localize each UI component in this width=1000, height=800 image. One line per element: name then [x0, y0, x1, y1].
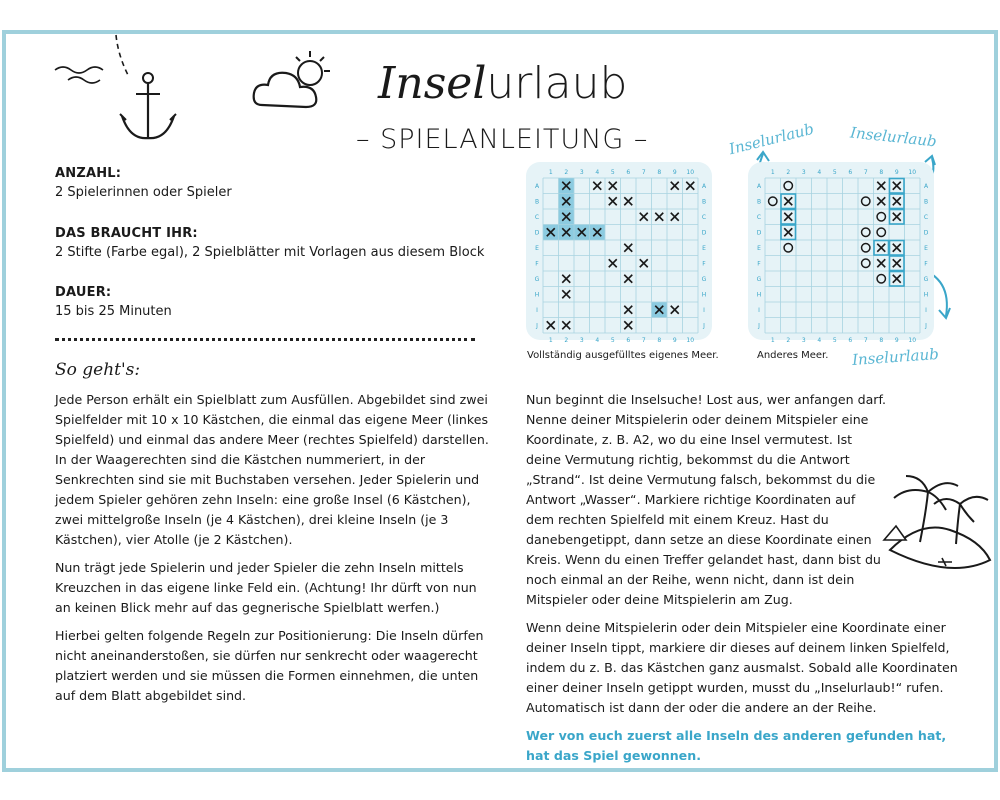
cross-mark [877, 182, 885, 190]
page-subtitle: – SPIELANLEITUNG – [356, 124, 649, 155]
row-label: H [701, 291, 707, 299]
col-label: 8 [879, 169, 884, 176]
col-label: 5 [832, 337, 837, 344]
row-label: J [536, 322, 538, 330]
row-label: C [534, 213, 540, 221]
info-needs-text: 2 Stifte (Farbe egal), 2 Spielblätter mit Vorlagen aus diesem Block [55, 245, 485, 260]
row-label: I [536, 306, 538, 314]
cross-mark [877, 197, 885, 205]
row-label: H [534, 291, 540, 299]
col-label: 3 [801, 337, 806, 344]
paragraph: Nun trägt jede Spielerin und jeder Spieler die zehn Inseln mittels Kreuzchen in das eigene linke Feld ein. (Achtung! Ihr dürft von nun an keinen Blick mehr auf das gegnerische Spielblatt werfen.) [55, 560, 477, 615]
info-count-text: 2 Spielerinnen oder Spieler [55, 185, 232, 200]
cross-mark [562, 275, 570, 283]
row-label: H [756, 291, 762, 299]
shout-label-1: Inselurlaub [727, 119, 816, 159]
cross-mark [893, 197, 901, 205]
col-label: 2 [564, 337, 569, 344]
caption-other-sea: Anderes Meer. [757, 350, 829, 361]
info-needs [55, 224, 485, 262]
cross-mark [784, 197, 792, 205]
row-label: A [756, 182, 762, 190]
page-title [378, 58, 627, 109]
col-label: 1 [770, 337, 775, 344]
col-label: 5 [610, 337, 615, 344]
cross-mark [893, 182, 901, 190]
info-duration [55, 283, 485, 321]
col-label: 5 [832, 169, 837, 176]
col-label: 9 [894, 337, 899, 344]
col-label: 8 [879, 337, 884, 344]
own-sea-board [526, 162, 712, 344]
cross-mark [893, 244, 901, 252]
row-label: I [703, 306, 705, 314]
col-label: 7 [641, 169, 646, 176]
circle-mark [769, 197, 777, 205]
cross-mark [609, 259, 617, 267]
cross-mark [624, 321, 632, 329]
how-it-works-heading: So geht's: [55, 360, 141, 380]
title-script-part: Insel [378, 58, 487, 109]
row-label: C [923, 213, 929, 221]
circle-mark [877, 228, 885, 236]
shout-label-2: Inselurlaub [849, 123, 938, 151]
col-label: 6 [848, 337, 853, 344]
col-label: 2 [564, 169, 569, 176]
col-label: 8 [657, 337, 662, 344]
cross-mark [562, 321, 570, 329]
col-label: 8 [657, 169, 662, 176]
row-label: J [703, 322, 705, 330]
col-label: 7 [863, 337, 868, 344]
cross-mark [877, 244, 885, 252]
circle-mark [862, 244, 870, 252]
col-label: 2 [786, 169, 791, 176]
circle-mark [784, 244, 792, 252]
right-column-text [526, 390, 966, 774]
cross-mark [624, 197, 632, 205]
circle-mark [877, 213, 885, 221]
cross-mark [655, 213, 663, 221]
cross-mark [640, 259, 648, 267]
col-label: 6 [626, 169, 631, 176]
row-label: B [923, 198, 929, 206]
col-label: 10 [686, 169, 695, 176]
dotted-divider [55, 338, 475, 341]
row-label: F [924, 260, 928, 268]
col-label: 6 [848, 169, 853, 176]
row-label: F [757, 260, 761, 268]
island-doodle [880, 470, 1000, 580]
paragraph: Hierbei gelten folgende Regeln zur Positionierung: Die Inseln dürfen nicht aneinanderstoßen, sie dürfen nur senkrecht oder waagerecht platziert werden und sie müssen die Formen einnehmen, die unten auf dem Blatt abgebildet sind. [55, 628, 484, 703]
winner-text [526, 726, 966, 766]
info-needs-heading: DAS BRAUCHT IHR: [55, 226, 198, 241]
col-label: 7 [641, 337, 646, 344]
paragraph: Jede Person erhält ein Spielblatt zum Ausfüllen. Abgebildet sind zwei Spielfelder mit 10 x 10 Kästchen, die einmal das eigene Meer (linkes Spielfeld) und einmal das andere Meer (rechtes Spielfeld) darstellen. In der Waagerechten sind die Kästchen nummeriert, in der Senkrechten sind sie mit Buchstaben versehen. Jeder Spielerin und jedem Spieler gehören zehn Inseln: eine große Insel (6 Kästchen), zwei mittelgroße Inseln (je 4 Kästchen), drei kleine Inseln (je 3 Kästchen), vier Atolle (je 2 Kästchen). [55, 392, 489, 547]
cross-mark [671, 306, 679, 314]
row-label: F [535, 260, 539, 268]
row-label: E [924, 244, 928, 252]
row-label: B [701, 198, 707, 206]
row-label: D [534, 229, 540, 237]
winner-line-1: Wer von euch zuerst alle Inseln des anderen gefunden hat, [526, 728, 947, 743]
col-label: 3 [579, 169, 584, 176]
col-label: 9 [672, 169, 677, 176]
row-label: E [757, 244, 761, 252]
col-label: 4 [595, 337, 600, 344]
cross-mark [784, 228, 792, 236]
col-label: 10 [908, 337, 917, 344]
col-label: 9 [672, 337, 677, 344]
row-label: E [535, 244, 539, 252]
cross-mark [547, 321, 555, 329]
col-label: 4 [817, 169, 822, 176]
info-duration-text: 15 bis 25 Minuten [55, 304, 172, 319]
shout-label-3: Inselurlaub [851, 344, 940, 370]
cross-mark [593, 182, 601, 190]
col-label: 1 [548, 337, 553, 344]
circle-mark [862, 259, 870, 267]
cross-mark [562, 290, 570, 298]
col-label: 4 [817, 337, 822, 344]
cross-mark [640, 213, 648, 221]
row-label: G [923, 275, 929, 283]
cross-mark [893, 213, 901, 221]
cross-mark [609, 197, 617, 205]
cross-mark [671, 182, 679, 190]
info-duration-heading: DAUER: [55, 285, 112, 300]
row-label: D [701, 229, 707, 237]
row-label: C [756, 213, 762, 221]
col-label: 5 [610, 169, 615, 176]
row-label: G [534, 275, 540, 283]
paragraph: Wenn deine Mitspielerin oder dein Mitspieler eine Koordinate einer deiner Inseln tippt, markiere dir dieses auf deinem linken Spielfeld, indem du z. B. das Kästchen ganz ausmalst. Sobald alle Koordinaten einer deiner Inseln getippt wurden, musst du „Inselurlaub!“ rufen. Automatisch ist dann der oder die andere an der Reihe. [526, 620, 958, 715]
anchor-doodle [50, 30, 190, 145]
cross-mark [784, 213, 792, 221]
col-label: 7 [863, 169, 868, 176]
cross-mark [877, 259, 885, 267]
row-label: A [534, 182, 540, 190]
row-label: I [925, 306, 927, 314]
col-label: 1 [548, 169, 553, 176]
col-label: 4 [595, 169, 600, 176]
caption-own-sea: Vollständig ausgefülltes eigenes Meer. [527, 350, 719, 361]
cross-mark [893, 259, 901, 267]
row-label: H [923, 291, 929, 299]
winner-line-2: hat das Spiel gewonnen. [526, 748, 701, 763]
cross-mark [624, 244, 632, 252]
col-label: 10 [908, 169, 917, 176]
info-count [55, 164, 485, 202]
col-label: 3 [801, 169, 806, 176]
other-sea-board [748, 162, 934, 344]
col-label: 3 [579, 337, 584, 344]
info-count-heading: ANZAHL: [55, 166, 122, 181]
wave-lines [55, 67, 103, 83]
row-label: E [702, 244, 706, 252]
cross-mark [686, 182, 694, 190]
circle-mark [784, 182, 792, 190]
row-label: G [701, 275, 707, 283]
row-label: G [756, 275, 762, 283]
row-label: J [925, 322, 927, 330]
paragraph: Nun beginnt die Inselsuche! Lost aus, wer anfangen darf. Nenne deiner Mitspielerin oder deinem Mitspieler eine Koordinate, z. B. A2, wo du eine Insel vermutest. Ist deine Vermutung richtig, bekommst du die Antwort „Strand“. Ist deine Vermutung falsch, bekommst du die Antwort „Wasser“. Markiere richtige Koordinaten auf dem rechten Spielfeld mit einem Kreuz. Hast du danebengetippt, dann setze an diese Koordinate einen Kreis. Wenn du einen Treffer gelandet hast, dann bist du noch einmal an der Reihe, wenn nicht, dann ist dein Mitspieler oder deine Mitspielerin am Zug. [526, 392, 886, 607]
col-label: 6 [626, 337, 631, 344]
anchor-rope [116, 35, 128, 75]
cross-mark [671, 213, 679, 221]
col-label: 1 [770, 169, 775, 176]
title-rest-part: urlaub [486, 58, 628, 109]
cross-mark [624, 306, 632, 314]
row-label: J [758, 322, 760, 330]
cloud-sun-doodle [250, 45, 340, 115]
circle-mark [877, 275, 885, 283]
left-column-text [55, 390, 495, 714]
cross-mark [893, 275, 901, 283]
circle-mark [862, 197, 870, 205]
col-label: 10 [686, 337, 695, 344]
row-label: A [923, 182, 929, 190]
row-label: D [923, 229, 929, 237]
col-label: 2 [786, 337, 791, 344]
row-label: B [756, 198, 762, 206]
row-label: B [534, 198, 540, 206]
cross-mark [609, 182, 617, 190]
row-label: F [702, 260, 706, 268]
col-label: 9 [894, 169, 899, 176]
row-label: A [701, 182, 707, 190]
cross-mark [624, 275, 632, 283]
row-label: D [756, 229, 762, 237]
row-label: C [701, 213, 707, 221]
circle-mark [862, 228, 870, 236]
row-label: I [758, 306, 760, 314]
